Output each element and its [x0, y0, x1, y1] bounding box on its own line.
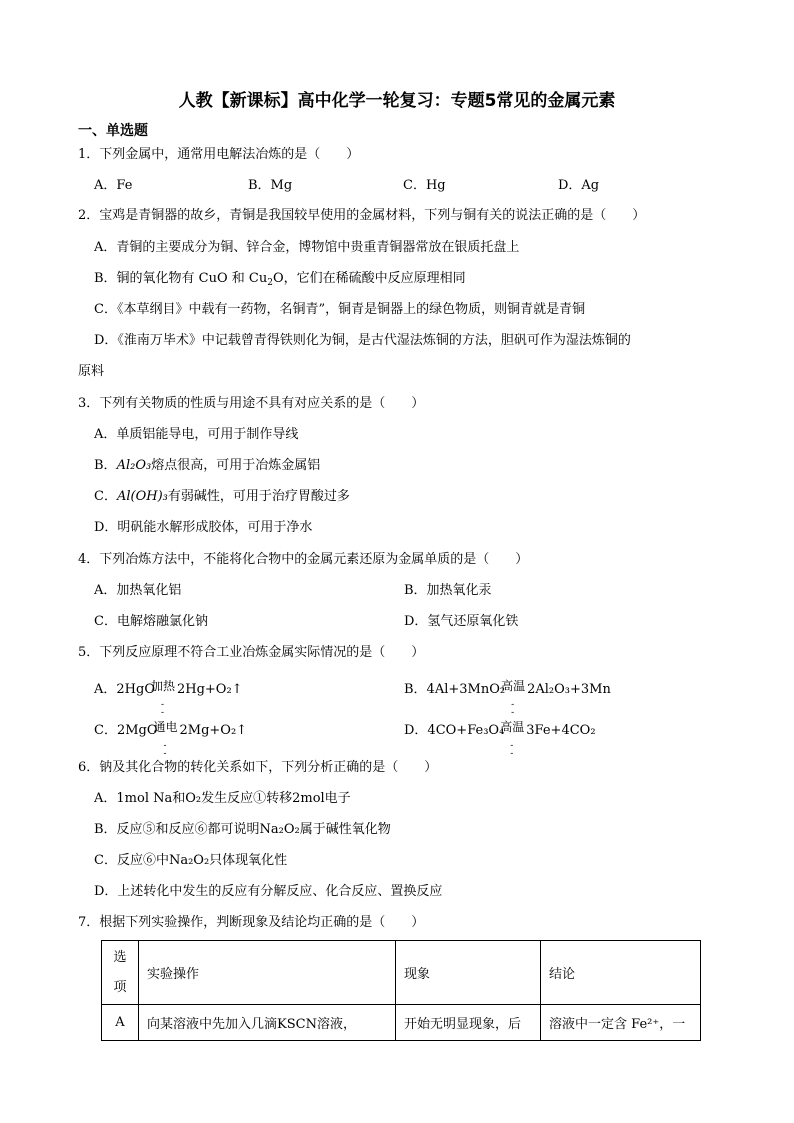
q5-option-b — [404, 679, 611, 718]
q3-option-d: D．明矾能水解形成胶体，可用于净水 — [94, 520, 313, 535]
q2-option-b-post: O，它们在稀硫酸中反应原理相同 — [272, 271, 466, 286]
table-header-option: 选项 — [102, 941, 139, 1005]
q3-option-c-text: 有弱碱性，可用于治疗胃酸过多 — [167, 489, 350, 504]
reaction-arrow-icon: - - — [163, 741, 167, 759]
q2-option-b-pre: B．铜的氧化物有 CuO 和 Cu — [94, 271, 268, 286]
q5-c-products: 2Mg+O₂↑ — [179, 723, 248, 738]
question-3-stem: 3．下列有关物质的性质与用途不具有对应关系的是（ ） — [78, 396, 425, 411]
q5-a-products: 2Hg+O₂↑ — [176, 682, 243, 697]
q3-option-c — [94, 489, 350, 505]
q2-option-c: C．《本草纲目》中载有一药物，名铜青”，铜青是铜器上的绿色物质，则铜青就是青铜 — [94, 302, 586, 317]
table-cell-conclusion: 溶液中一定含 Fe²⁺，一 — [541, 1005, 701, 1041]
table-row — [102, 1005, 701, 1041]
q5-b-condition-text: 高温 — [501, 679, 526, 693]
q3-option-c-label: C． — [94, 489, 117, 504]
q5-option-a — [94, 679, 243, 718]
q2-option-d-continued: 原料 — [78, 364, 105, 379]
table-cell-option: A — [102, 1005, 139, 1041]
q5-a-reactants: A．2HgO — [94, 682, 155, 697]
q1-option-d: D．Ag — [558, 178, 600, 193]
reaction-arrow-icon: - - — [511, 700, 515, 718]
q5-c-condition-text: 通电 — [153, 720, 178, 734]
q3-option-c-formula: Al(OH)₃ — [116, 489, 168, 504]
q1-option-b: B．Mg — [248, 178, 293, 193]
q3-option-b-formula: Al₂O₃ — [116, 458, 152, 473]
q1-option-a: A．Fe — [94, 178, 133, 193]
table-header-phenomenon: 现象 — [396, 941, 541, 1005]
table-cell-operation: 向某溶液中先加入几滴KSCN溶液， — [139, 1005, 396, 1041]
q6-option-c: C．反应⑥中Na₂O₂只体现氧化性 — [94, 853, 288, 868]
q5-option-c — [94, 720, 248, 759]
section-heading: 一、单选题 — [78, 123, 148, 139]
table-header-row — [102, 941, 701, 1005]
page-title: 人教【新课标】高中化学一轮复习：专题5常见的金属元素 — [178, 91, 616, 111]
question-6-stem: 6．钠及其化合物的转化关系如下，下列分析正确的是（ ） — [78, 760, 438, 775]
reaction-arrow-icon: - - — [510, 741, 514, 759]
q5-option-d — [404, 720, 596, 759]
question-1-stem: 1．下列金属中，通常用电解法冶炼的是（ ） — [78, 147, 360, 162]
q4-option-c: C．电解熔融氯化钠 — [94, 614, 208, 629]
q3-option-a: A．单质铝能导电，可用于制作导线 — [94, 427, 299, 442]
q2-option-b — [94, 271, 466, 291]
q4-option-d: D．氢气还原氧化铁 — [404, 614, 519, 629]
table-header-operation: 实验操作 — [139, 941, 396, 1005]
q3-option-b — [94, 458, 320, 474]
q7-table — [101, 940, 701, 1041]
question-2-stem: 2．宝鸡是青铜器的故乡，青铜是我国较早使用的金属材料，下列与铜有关的说法正确的是（ ） — [78, 208, 646, 223]
q3-option-b-label: B． — [94, 458, 117, 473]
q2-option-d: D．《淮南万毕术》中记载曾青得铁则化为铜，是古代湿法炼铜的方法，胆矾可作为湿法炼铜的 — [94, 333, 631, 348]
q5-d-condition-text: 高温 — [500, 720, 525, 734]
question-7-stem: 7．根据下列实验操作，判断现象及结论均正确的是（ ） — [78, 915, 425, 930]
reaction-arrow-icon: - - — [160, 700, 165, 718]
q4-option-b: B．加热氧化汞 — [404, 583, 492, 598]
q5-b-products: 2Al₂O₃+3Mn — [527, 682, 611, 697]
q1-option-c: C．Hg — [403, 178, 446, 193]
question-4-stem: 4．下列冶炼方法中，不能将化合物中的金属元素还原为金属单质的是（ ） — [78, 552, 529, 567]
q2-option-a: A．青铜的主要成分为铜、锌合金，博物馆中贵重青铜器常放在银质托盘上 — [94, 240, 520, 255]
q2-option-b-sub: 2 — [267, 278, 273, 288]
q6-option-b: B．反应⑤和反应⑥都可说明Na₂O₂属于碱性氧化物 — [94, 822, 391, 837]
question-5-stem: 5．下列反应原理不符合工业冶炼金属实际情况的是（ ） — [78, 645, 425, 660]
q6-option-d: D．上述转化中发生的反应有分解反应、化合反应、置换反应 — [94, 884, 443, 899]
q5-a-condition-text: 加热 — [150, 679, 175, 693]
q5-b-reactants: B．4Al+3MnO₂ — [404, 682, 506, 697]
q5-d-products: 3Fe+4CO₂ — [526, 723, 596, 738]
q5-d-reactants: D．4CO+Fe₃O₄ — [404, 723, 505, 738]
q6-option-a: A．1mol Na和O₂发生反应①转移2mol电子 — [94, 791, 351, 806]
table-cell-phenomenon: 开始无明显现象，后 — [396, 1005, 541, 1041]
q3-option-b-text: 熔点很高，可用于冶炼金属铝 — [151, 458, 321, 473]
table-header-conclusion: 结论 — [541, 941, 701, 1005]
q5-c-reactants: C．2MgO — [94, 723, 158, 738]
q4-option-a: A．加热氧化铝 — [94, 583, 182, 598]
